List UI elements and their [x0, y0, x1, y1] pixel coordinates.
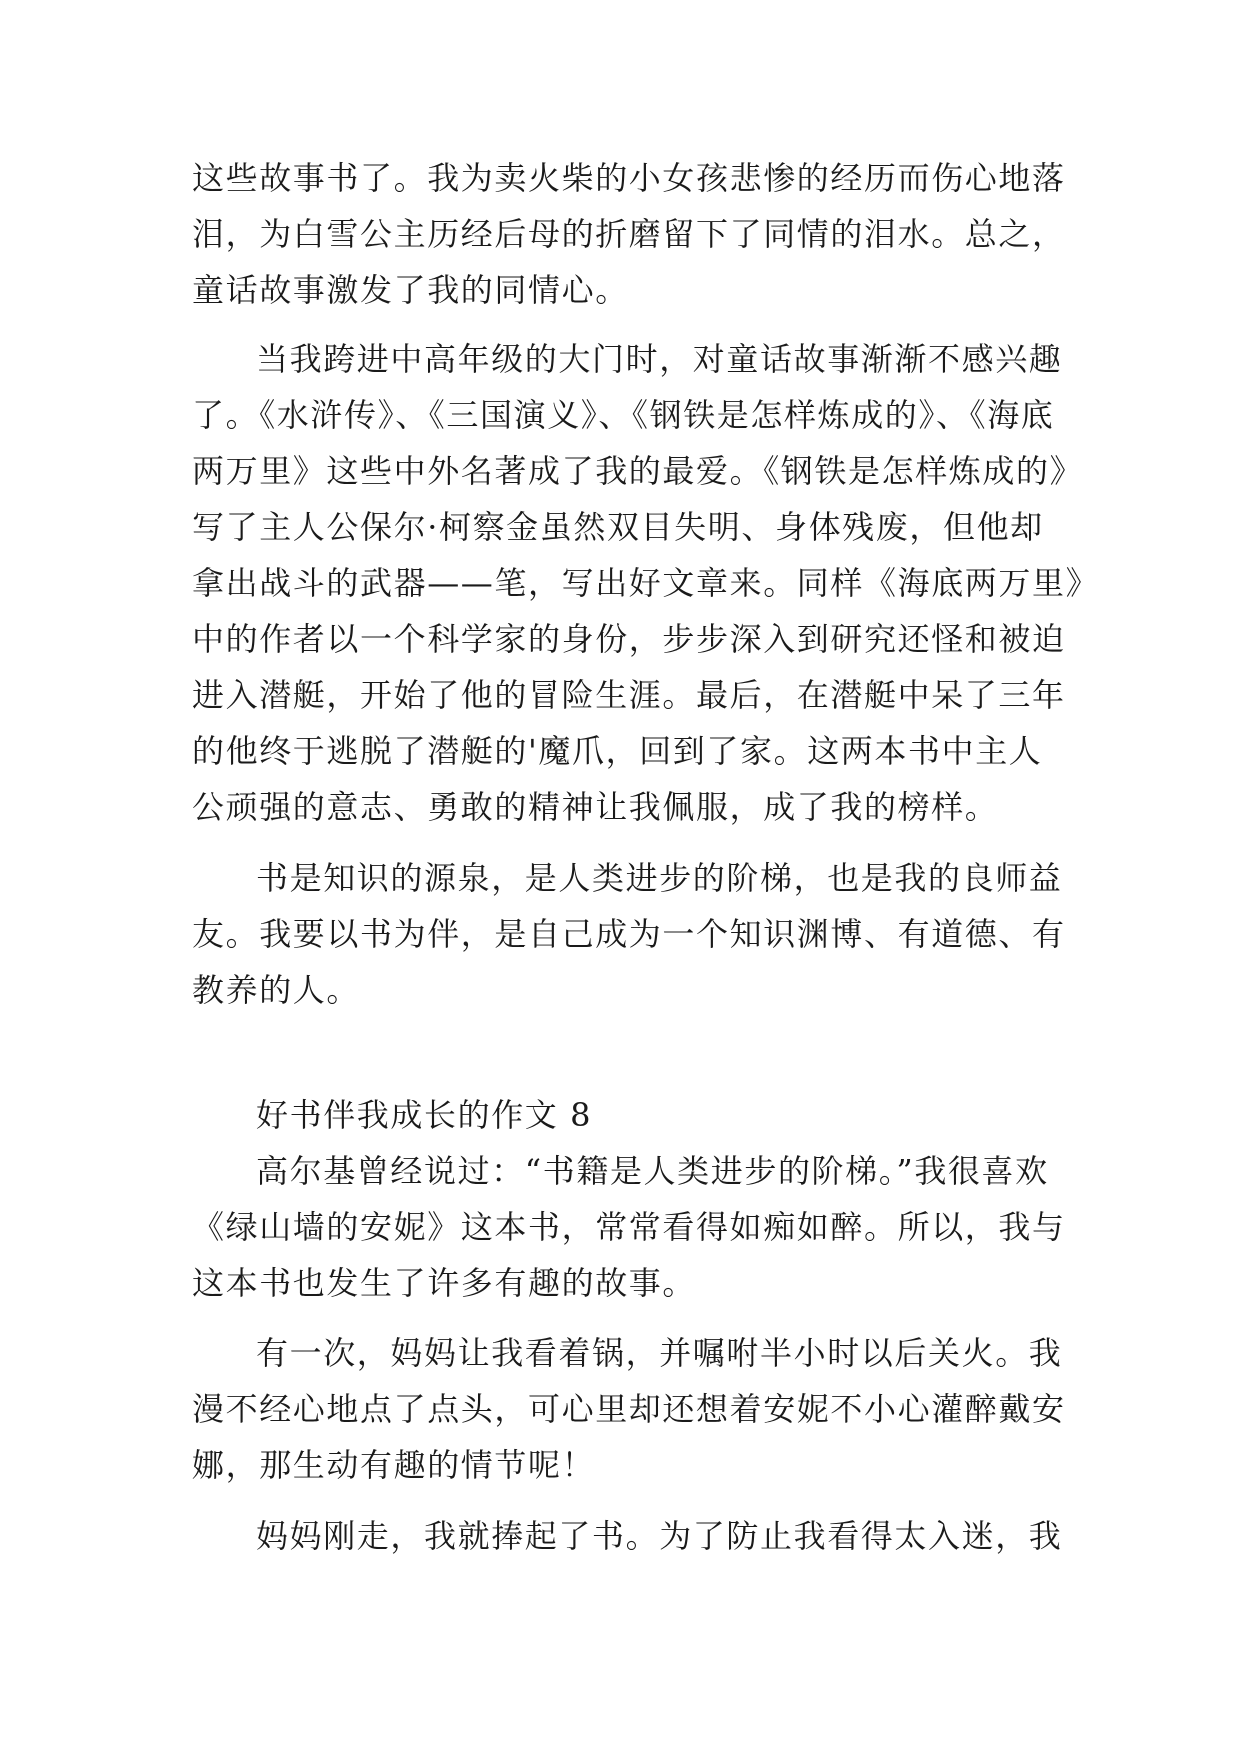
text-line: 漫不经心地点了点头，可心里却还想着安妮不小心灌醉戴安 — [192, 1390, 1066, 1428]
section-heading: 好书伴我成长的作文 8 — [256, 1096, 593, 1134]
text-line: 写了主人公保尔·柯察金虽然双目失明、身体残废，但他却 — [192, 508, 1044, 546]
text-line: 这些故事书了。我为卖火柴的小女孩悲惨的经历而伤心地落 — [192, 159, 1066, 197]
paragraph-first-line: 有一次，妈妈让我看着锅，并嘱咐半小时以后关火。我 — [256, 1334, 1063, 1372]
text-line: 童话故事激发了我的同情心。 — [192, 271, 629, 309]
text-line: 了。《水浒传》、《三国演义》、《钢铁是怎样炼成的》、《海底 — [192, 396, 1055, 434]
text-line: 这本书也发生了许多有趣的故事。 — [192, 1264, 697, 1302]
text-line: 公顽强的意志、勇敢的精神让我佩服，成了我的榜样。 — [192, 788, 999, 826]
paragraph-first-line: 书是知识的源泉，是人类进步的阶梯，也是我的良师益 — [256, 859, 1063, 897]
paragraph-first-line: 高尔基曾经说过：“书籍是人类进步的阶梯。”我很喜欢 — [256, 1152, 1049, 1190]
text-line: 友。我要以书为伴，是自己成为一个知识渊博、有道德、有 — [192, 915, 1066, 953]
text-line: 的他终于逃脱了潜艇的'魔爪，回到了家。这两本书中主人 — [192, 732, 1043, 770]
text-line: 中的作者以一个科学家的身份，步步深入到研究还怪和被迫 — [192, 620, 1066, 658]
text-line: 两万里》这些中外名著成了我的最爱。《钢铁是怎样炼成的》 — [192, 452, 1084, 490]
paragraph-first-line: 当我跨进中高年级的大门时，对童话故事渐渐不感兴趣 — [256, 340, 1063, 378]
text-line: 教养的人。 — [192, 971, 361, 1009]
text-line: 泪，为白雪公主历经后母的折磨留下了同情的泪水。总之， — [192, 215, 1066, 253]
text-line: 娜，那生动有趣的情节呢！ — [192, 1446, 596, 1484]
text-line: 《绿山墙的安妮》这本书，常常看得如痴如醉。所以，我与 — [192, 1208, 1066, 1246]
text-line: 进入潜艇，开始了他的冒险生涯。最后，在潜艇中呆了三年 — [192, 676, 1066, 714]
text-line: 拿出战斗的武器——笔，写出好文章来。同样《海底两万里》 — [192, 564, 1100, 602]
paragraph-first-line: 妈妈刚走，我就捧起了书。为了防止我看得太入迷，我 — [256, 1517, 1063, 1555]
